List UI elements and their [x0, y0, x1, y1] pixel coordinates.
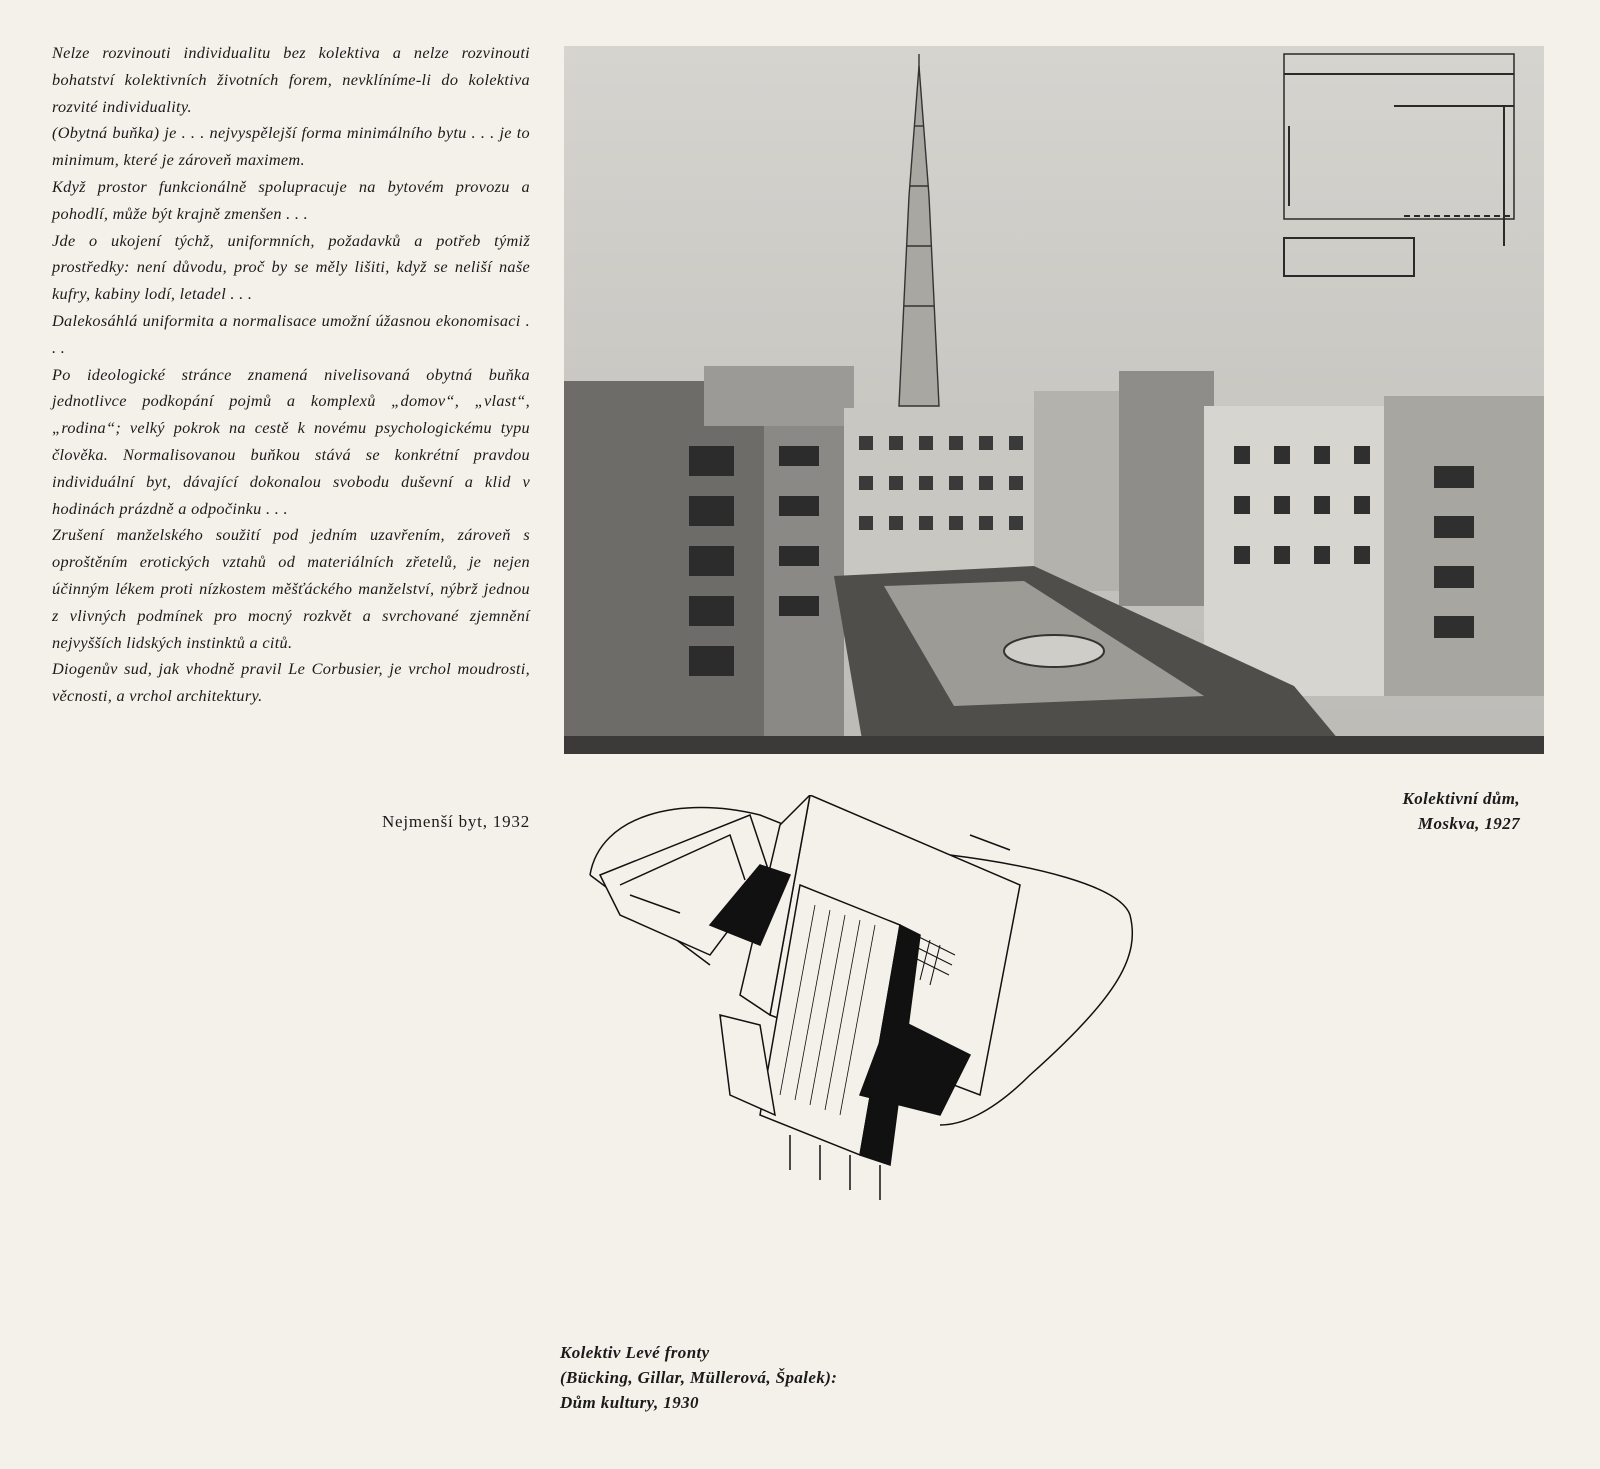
essay-paragraph: Zrušení manželského soužití pod jedním uzavřením, zároveň s oproštěním erotických vztahů od materiálních zřetelů, je nejen účinným lékem proti nízkostem měšťáckého manželství, nýbrž jednou z vlivných podmínek pro mocný rozkvět a svrchované zjemnění nejvyšších lidských instinktů a citů. [52, 525, 530, 652]
photo-kolektivni-dum [564, 46, 1544, 754]
essay-text [52, 40, 530, 710]
essay-paragraph: Diogenův sud, jak vhodně pravil Le Corbusier, je vrchol moudrosti, věcnosti, a vrchol architektury. [52, 659, 530, 706]
caption-dum-kultury [560, 1340, 837, 1415]
essay-paragraph: Nelze rozvinouti individualitu bez kolektiva a nelze rozvinouti bohatství kolektivních životních forem, nevklíníme-li do kolektiva rozvité individuality. [52, 43, 530, 116]
essay-paragraph: (Obytná buňka) je . . . nejvyspělejší forma minimálního bytu . . . je to minimum, které je zároveň maximem. [52, 123, 530, 170]
caption-line: Kolektiv Levé fronty [560, 1343, 710, 1362]
caption-line: Dům kultury, 1930 [560, 1393, 699, 1412]
caption-line: (Bücking, Gillar, Müllerová, Špalek): [560, 1368, 838, 1387]
essay-signature: Nejmenší byt, 1932 [381, 812, 530, 831]
axonometric-drawing [560, 795, 1160, 1225]
essay-paragraph: Když prostor funkcionálně spolupracuje na bytovém provozu a pohodlí, může být krajně zmenšen . . . [52, 176, 530, 223]
caption-line: Moskva, 1927 [1417, 814, 1520, 833]
drawing-dum-kultury [560, 795, 1160, 1225]
photo-illustration [564, 46, 1544, 754]
caption-moskva [1403, 786, 1520, 836]
caption-line: Kolektivní dům, [1402, 789, 1520, 808]
essay-paragraph: Po ideologické stránce znamená nivelisovaná obytná buňka jednotlivce podkopání pojmů a komplexů „domov“, „vlast“, „rodina“; velký pokrok na cestě k novému psychologickému typu člověka. Normalisovanou buňkou stává se konkrétní pravdou individuální byt, dávající dokonalou svobodu duševní a klid v hodinách prázdně a odpočinku . . . [52, 364, 530, 518]
essay-paragraph: Dalekosáhlá uniformita a normalisace umožní úžasnou ekonomisaci . . . [52, 310, 530, 357]
essay-paragraph: Jde o ukojení týchž, uniformních, požadavků a potřeb týmiž prostředky: není důvodu, proč by se měly lišiti, když se neliší naše kufry, kabiny lodí, letadel . . . [52, 230, 530, 304]
